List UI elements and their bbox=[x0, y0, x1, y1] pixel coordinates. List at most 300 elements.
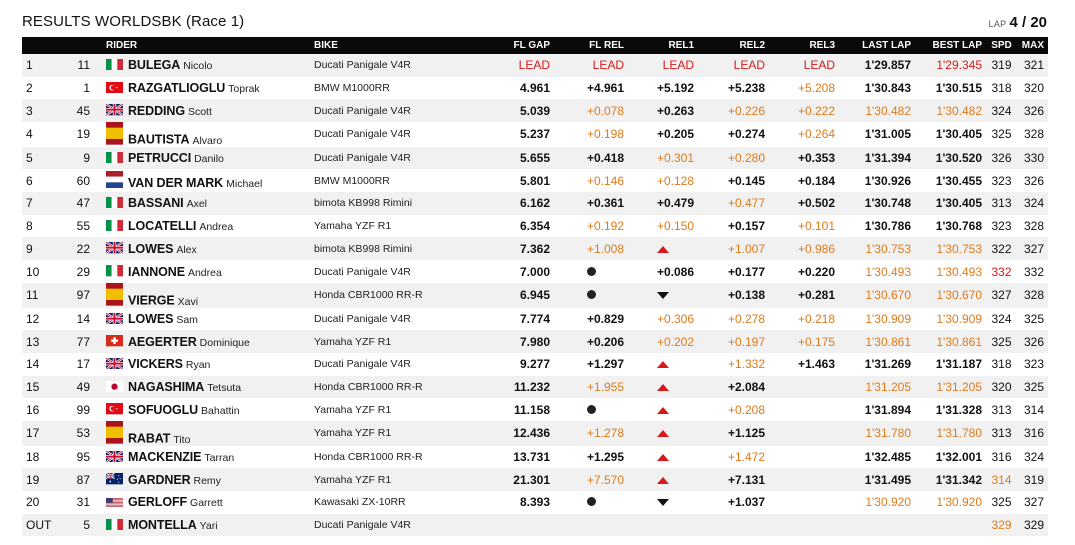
max-speed: 328 bbox=[1023, 127, 1044, 142]
position: 14 bbox=[26, 357, 40, 372]
switzerland-flag-icon bbox=[106, 335, 123, 346]
bike: Ducati Panigale V4R bbox=[314, 312, 411, 325]
rider-number: 97 bbox=[76, 288, 90, 303]
last-lap: 1'31.780 bbox=[865, 426, 911, 441]
fl-gap: 5.237 bbox=[519, 127, 550, 142]
rel2: +1.472 bbox=[727, 449, 765, 464]
results-header bbox=[0, 0, 1075, 36]
rider-firstname: Danilo bbox=[194, 153, 224, 166]
rider-cell bbox=[102, 283, 310, 308]
position: 17 bbox=[26, 426, 40, 441]
italy-flag-icon bbox=[106, 519, 123, 530]
position: 11 bbox=[26, 288, 39, 303]
bike: BMW M1000RR bbox=[314, 174, 390, 187]
speed: 329 bbox=[991, 518, 1012, 532]
position: 4 bbox=[26, 127, 33, 142]
rider-surname: BASSANI bbox=[128, 196, 184, 211]
fl-gap: 7.774 bbox=[519, 311, 550, 326]
best-lap: 1'31.328 bbox=[935, 402, 982, 417]
position: 18 bbox=[26, 449, 40, 464]
bike: Honda CBR1000 RR-R bbox=[314, 380, 423, 393]
table-row[interactable] bbox=[22, 446, 1048, 469]
rel3: +0.222 bbox=[797, 103, 835, 118]
bike: Honda CBR1000 RR-R bbox=[314, 289, 423, 302]
position: 3 bbox=[26, 103, 33, 118]
position-down-icon bbox=[657, 292, 669, 299]
bike: Yamaha YZF R1 bbox=[314, 335, 392, 348]
last-lap: 1'30.926 bbox=[864, 173, 911, 188]
rel2: +5.238 bbox=[727, 81, 765, 96]
spain-flag-icon bbox=[106, 122, 123, 133]
fl-rel: LEAD bbox=[592, 58, 624, 73]
fl-gap: 6.354 bbox=[519, 219, 550, 234]
rider-surname: MONTELLA bbox=[128, 518, 197, 532]
table-row[interactable] bbox=[22, 398, 1048, 421]
rider-number: 55 bbox=[76, 219, 90, 234]
rel2: +0.197 bbox=[727, 334, 765, 349]
max-speed: 330 bbox=[1023, 151, 1044, 166]
rel1: +0.086 bbox=[656, 264, 694, 279]
last-lap: 1'31.894 bbox=[864, 402, 911, 417]
rel1: +0.202 bbox=[656, 334, 694, 349]
col-spd: SPD bbox=[991, 40, 1012, 51]
rel1: +0.150 bbox=[656, 219, 694, 234]
rider-surname: VAN DER MARK bbox=[128, 176, 224, 191]
best-lap: 1'32.001 bbox=[935, 449, 982, 464]
max-speed: 332 bbox=[1023, 264, 1044, 279]
best-lap: 1'30.482 bbox=[936, 103, 982, 118]
position: 19 bbox=[26, 472, 40, 487]
rel2: +0.226 bbox=[727, 103, 765, 118]
rider-number: 17 bbox=[76, 357, 90, 372]
speed: 318 bbox=[991, 81, 1012, 96]
rider-firstname: Andrea bbox=[187, 266, 222, 279]
italy-flag-icon bbox=[106, 197, 123, 208]
rider-cell bbox=[102, 260, 310, 283]
max-speed: 324 bbox=[1023, 449, 1044, 464]
position: 8 bbox=[26, 219, 33, 234]
rel2: +1.332 bbox=[727, 357, 765, 372]
table-row[interactable] bbox=[22, 283, 1048, 308]
bike: Ducati Panigale V4R bbox=[314, 104, 411, 117]
rider-cell bbox=[102, 353, 310, 376]
rider-number: 29 bbox=[76, 264, 90, 279]
table-row[interactable] bbox=[22, 260, 1048, 283]
uk-flag-icon bbox=[106, 358, 123, 369]
col-pos bbox=[22, 37, 62, 54]
rider-number: 9 bbox=[83, 151, 90, 166]
rider-firstname: Andrea bbox=[199, 221, 234, 234]
table-row[interactable] bbox=[22, 491, 1048, 514]
speed: 313 bbox=[991, 426, 1012, 441]
rider-cell bbox=[102, 308, 310, 331]
italy-flag-icon bbox=[106, 265, 123, 276]
last-lap: 1'30.493 bbox=[865, 264, 911, 279]
table-row[interactable] bbox=[22, 99, 1048, 122]
last-lap: 1'29.857 bbox=[864, 58, 911, 73]
speed: 327 bbox=[991, 288, 1012, 303]
netherlands-flag-icon bbox=[106, 171, 123, 182]
fl-rel: +1.297 bbox=[586, 357, 624, 372]
fl-rel bbox=[554, 514, 628, 537]
bike: Ducati Panigale V4R bbox=[314, 128, 411, 141]
position: 15 bbox=[26, 379, 40, 394]
rel3 bbox=[769, 491, 839, 514]
fl-gap: 11.232 bbox=[513, 379, 550, 394]
rel2: +0.477 bbox=[727, 196, 765, 211]
rel3 bbox=[769, 421, 839, 446]
no-change-dot-icon bbox=[587, 267, 596, 276]
last-lap: 1'31.205 bbox=[865, 379, 911, 394]
rider-firstname: Garrett bbox=[190, 497, 223, 510]
table-row[interactable] bbox=[22, 514, 1048, 537]
rider-cell bbox=[102, 215, 310, 238]
position-up-icon bbox=[657, 454, 669, 461]
rider-cell bbox=[102, 122, 310, 147]
rel3: +0.264 bbox=[797, 127, 835, 142]
rider-number: 19 bbox=[76, 127, 90, 142]
rider-cell bbox=[102, 192, 310, 215]
best-lap: 1'30.670 bbox=[936, 288, 982, 303]
results-body bbox=[22, 54, 1048, 536]
max-speed: 324 bbox=[1023, 196, 1044, 211]
position-up-icon bbox=[657, 361, 669, 368]
bike: Kawasaki ZX-10RR bbox=[314, 496, 406, 509]
rel3 bbox=[769, 398, 839, 421]
col-rel1: REL1 bbox=[668, 40, 694, 51]
speed: 325 bbox=[991, 495, 1012, 510]
last-lap: 1'30.861 bbox=[865, 334, 911, 349]
col-rider: RIDER bbox=[106, 40, 138, 51]
best-lap: 1'31.187 bbox=[935, 357, 982, 372]
rider-surname: LOWES bbox=[128, 241, 174, 256]
italy-flag-icon bbox=[106, 220, 123, 231]
rel1 bbox=[628, 376, 698, 399]
rider-number: 60 bbox=[76, 173, 90, 188]
fl-rel: +4.961 bbox=[586, 81, 624, 96]
fl-gap: LEAD bbox=[518, 58, 550, 73]
rider-number: 45 bbox=[76, 103, 90, 118]
fl-rel bbox=[554, 491, 628, 514]
rider-cell bbox=[102, 54, 310, 77]
rel2: +0.145 bbox=[727, 173, 765, 188]
last-lap: 1'30.920 bbox=[865, 495, 911, 510]
rider-number: 1 bbox=[83, 81, 90, 96]
best-lap: 1'30.753 bbox=[936, 241, 982, 256]
speed: 324 bbox=[991, 103, 1012, 118]
fl-gap: 21.301 bbox=[513, 472, 550, 487]
max-speed: 326 bbox=[1023, 103, 1044, 118]
last-lap: 1'31.394 bbox=[864, 151, 911, 166]
position: OUT bbox=[26, 518, 52, 532]
bike: bimota KB998 Rimini bbox=[314, 242, 413, 255]
rel2: +7.131 bbox=[727, 472, 765, 487]
max-speed: 327 bbox=[1023, 241, 1044, 256]
best-lap: 1'30.861 bbox=[936, 334, 982, 349]
rel3: +1.463 bbox=[797, 357, 835, 372]
position: 20 bbox=[26, 495, 40, 510]
position-up-icon bbox=[657, 430, 669, 437]
rider-firstname: Xavi bbox=[177, 295, 199, 308]
rider-surname: REDDING bbox=[128, 103, 185, 118]
max-speed: 325 bbox=[1023, 311, 1044, 326]
best-lap: 1'30.768 bbox=[935, 219, 982, 234]
rider-surname: BULEGA bbox=[128, 58, 181, 73]
rider-number: 11 bbox=[77, 58, 90, 73]
best-lap: 1'30.493 bbox=[936, 264, 982, 279]
table-row[interactable] bbox=[22, 376, 1048, 399]
rel1: +0.205 bbox=[656, 127, 694, 142]
max-speed: 326 bbox=[1023, 173, 1044, 188]
rel2: +1.125 bbox=[727, 426, 765, 441]
fl-gap: 5.801 bbox=[519, 173, 550, 188]
rider-surname: IANNONE bbox=[128, 264, 185, 279]
best-lap: 1'29.345 bbox=[936, 58, 982, 73]
last-lap: 1'30.753 bbox=[865, 241, 911, 256]
rel2: +0.177 bbox=[727, 264, 765, 279]
table-row[interactable] bbox=[22, 169, 1048, 192]
fl-rel bbox=[554, 260, 628, 283]
rider-cell bbox=[102, 421, 310, 446]
rider-surname: AEGERTER bbox=[128, 334, 197, 349]
rel3 bbox=[769, 376, 839, 399]
rider-number: 87 bbox=[76, 472, 90, 487]
rel2: +1.037 bbox=[727, 495, 765, 510]
lap-counter bbox=[989, 14, 1047, 31]
uk-flag-icon bbox=[106, 104, 123, 115]
max-speed: 326 bbox=[1023, 334, 1044, 349]
fl-rel: +0.198 bbox=[586, 127, 624, 142]
rel3: +0.101 bbox=[797, 219, 835, 234]
bike: Ducati Panigale V4R bbox=[314, 59, 411, 72]
speed: 316 bbox=[991, 449, 1012, 464]
table-row[interactable] bbox=[22, 330, 1048, 353]
rider-cell bbox=[102, 376, 310, 399]
rider-firstname: Alex bbox=[176, 243, 197, 256]
rider-number: 99 bbox=[76, 402, 90, 417]
italy-flag-icon bbox=[106, 152, 123, 163]
best-lap: 1'31.780 bbox=[936, 426, 982, 441]
best-lap: 1'30.405 bbox=[935, 196, 982, 211]
rider-firstname: Alvaro bbox=[192, 134, 223, 147]
max-speed: 325 bbox=[1023, 379, 1044, 394]
col-rel3: REL3 bbox=[809, 40, 835, 51]
fl-rel bbox=[554, 283, 628, 308]
rel1 bbox=[628, 237, 698, 260]
fl-rel: +0.146 bbox=[586, 173, 624, 188]
rel1: LEAD bbox=[662, 58, 694, 73]
rel1: +0.263 bbox=[656, 103, 694, 118]
rel1 bbox=[628, 514, 698, 537]
rel1 bbox=[628, 468, 698, 491]
best-lap: 1'30.455 bbox=[935, 173, 982, 188]
col-last-lap: LAST LAP bbox=[862, 40, 911, 51]
fl-rel: +1.008 bbox=[586, 241, 624, 256]
rel2: +0.208 bbox=[727, 402, 765, 417]
no-change-dot-icon bbox=[587, 497, 596, 506]
rel1: +0.128 bbox=[656, 173, 694, 188]
rel1 bbox=[628, 421, 698, 446]
table-row[interactable] bbox=[22, 468, 1048, 491]
rider-number: 14 bbox=[76, 311, 90, 326]
rider-surname: VICKERS bbox=[128, 357, 183, 372]
rel2: +0.274 bbox=[727, 127, 765, 142]
rider-number: 77 bbox=[76, 334, 90, 349]
speed: 322 bbox=[991, 241, 1012, 256]
uk-flag-icon bbox=[106, 451, 123, 462]
fl-rel: +1.955 bbox=[586, 379, 624, 394]
fl-gap: 7.000 bbox=[519, 264, 550, 279]
position-up-icon bbox=[657, 246, 669, 253]
rider-surname: GERLOFF bbox=[128, 495, 188, 510]
table-row[interactable] bbox=[22, 192, 1048, 215]
max-speed: 314 bbox=[1023, 402, 1044, 417]
table-row[interactable] bbox=[22, 215, 1048, 238]
speed: 325 bbox=[991, 127, 1012, 142]
rel2: LEAD bbox=[733, 58, 765, 73]
best-lap: 1'30.909 bbox=[936, 311, 982, 326]
rider-firstname: Nicolo bbox=[183, 60, 213, 73]
speed: 318 bbox=[991, 357, 1012, 372]
last-lap: 1'30.909 bbox=[865, 311, 911, 326]
bike: Honda CBR1000 RR-R bbox=[314, 450, 423, 463]
bike: Ducati Panigale V4R bbox=[314, 152, 411, 165]
turkey-flag-icon bbox=[106, 403, 123, 414]
rider-firstname: Dominique bbox=[199, 336, 250, 349]
speed: 313 bbox=[991, 402, 1012, 417]
table-row[interactable] bbox=[22, 237, 1048, 260]
fl-gap: 4.961 bbox=[519, 81, 550, 96]
best-lap: 1'30.520 bbox=[935, 151, 982, 166]
position-down-icon bbox=[657, 499, 669, 506]
last-lap: 1'31.005 bbox=[864, 127, 911, 142]
table-row[interactable] bbox=[22, 54, 1048, 77]
rider-number: 95 bbox=[76, 449, 90, 464]
rider-firstname: Tarran bbox=[204, 451, 235, 464]
bike: Ducati Panigale V4R bbox=[314, 358, 411, 371]
speed: 313 bbox=[991, 196, 1012, 211]
bike: bimota KB998 Rimini bbox=[314, 197, 413, 210]
best-lap: 1'31.205 bbox=[936, 379, 982, 394]
col-rel2: REL2 bbox=[739, 40, 765, 51]
rel2: +0.157 bbox=[727, 219, 765, 234]
table-row[interactable] bbox=[22, 77, 1048, 100]
last-lap: 1'32.485 bbox=[864, 449, 911, 464]
table-row[interactable] bbox=[22, 147, 1048, 170]
rel1 bbox=[628, 446, 698, 469]
rel1 bbox=[628, 398, 698, 421]
bike: Yamaha YZF R1 bbox=[314, 427, 392, 440]
position: 1 bbox=[26, 58, 33, 73]
rel3: +0.353 bbox=[797, 151, 835, 166]
rel2: +0.278 bbox=[727, 311, 765, 326]
table-row[interactable] bbox=[22, 421, 1048, 446]
japan-flag-icon bbox=[106, 381, 123, 392]
rel3: +0.220 bbox=[797, 264, 835, 279]
rider-surname: RAZGATLIOGLU bbox=[128, 81, 226, 96]
speed: 323 bbox=[991, 173, 1012, 188]
fl-gap: 12.436 bbox=[513, 426, 550, 441]
rel2: +2.084 bbox=[727, 379, 765, 394]
rel1: +5.192 bbox=[656, 81, 694, 96]
table-row[interactable] bbox=[22, 122, 1048, 147]
rel1: +0.479 bbox=[656, 196, 694, 211]
max-speed: 328 bbox=[1023, 288, 1044, 303]
col-num bbox=[62, 37, 102, 54]
fl-gap: 13.731 bbox=[513, 449, 550, 464]
uk-flag-icon bbox=[106, 313, 123, 324]
max-speed: 321 bbox=[1023, 58, 1044, 73]
rider-firstname: Remy bbox=[193, 474, 221, 487]
rel1 bbox=[628, 353, 698, 376]
max-speed: 327 bbox=[1023, 495, 1044, 510]
best-lap: 1'30.920 bbox=[936, 495, 982, 510]
max-speed: 316 bbox=[1023, 426, 1044, 441]
no-change-dot-icon bbox=[587, 290, 596, 299]
rider-number: 22 bbox=[76, 241, 90, 256]
best-lap: 1'30.515 bbox=[935, 81, 982, 96]
rel3: +0.502 bbox=[797, 196, 835, 211]
rider-number: 49 bbox=[76, 379, 90, 394]
speed: 332 bbox=[991, 264, 1012, 279]
speed: 324 bbox=[991, 311, 1012, 326]
rider-surname: BAUTISTA bbox=[128, 132, 190, 147]
rider-number: 5 bbox=[83, 518, 90, 532]
rel3: +0.175 bbox=[797, 334, 835, 349]
bike: Yamaha YZF R1 bbox=[314, 473, 392, 486]
table-row[interactable] bbox=[22, 308, 1048, 331]
rider-cell bbox=[102, 398, 310, 421]
last-lap: 1'31.495 bbox=[864, 472, 911, 487]
fl-gap: 6.945 bbox=[519, 288, 550, 303]
last-lap: 1'31.269 bbox=[864, 357, 911, 372]
speed: 323 bbox=[991, 219, 1012, 234]
col-bike: BIKE bbox=[314, 40, 338, 51]
fl-rel: +0.418 bbox=[586, 151, 624, 166]
last-lap: 1'30.748 bbox=[864, 196, 911, 211]
bike: Ducati Panigale V4R bbox=[314, 519, 411, 531]
rider-cell bbox=[102, 468, 310, 491]
table-row[interactable] bbox=[22, 353, 1048, 376]
rider-firstname: Michael bbox=[226, 178, 263, 191]
speed: 314 bbox=[991, 472, 1012, 487]
rel3 bbox=[769, 514, 839, 537]
position: 7 bbox=[26, 196, 33, 211]
rel2: +1.007 bbox=[727, 241, 765, 256]
turkey-flag-icon bbox=[106, 82, 123, 93]
rider-cell bbox=[102, 330, 310, 353]
col-fl-gap: FL GAP bbox=[513, 40, 550, 51]
max-speed: 320 bbox=[1023, 81, 1044, 96]
position: 13 bbox=[26, 334, 40, 349]
fl-rel: +7.570 bbox=[586, 472, 624, 487]
position-up-icon bbox=[657, 407, 669, 414]
rider-surname: PETRUCCI bbox=[128, 151, 192, 166]
best-lap: 1'31.342 bbox=[935, 472, 982, 487]
rider-cell bbox=[102, 77, 310, 100]
bike: Yamaha YZF R1 bbox=[314, 220, 392, 233]
results-table bbox=[22, 37, 1048, 536]
max-speed: 319 bbox=[1023, 472, 1044, 487]
col-fl-rel: FL REL bbox=[589, 40, 624, 51]
col-best-lap: BEST LAP bbox=[932, 40, 982, 51]
rel3: +0.184 bbox=[797, 173, 835, 188]
rel2: +0.280 bbox=[727, 151, 765, 166]
fl-rel: +1.295 bbox=[586, 449, 624, 464]
rider-firstname: Bahattin bbox=[201, 404, 240, 417]
spain-flag-icon bbox=[106, 421, 123, 432]
rel1 bbox=[628, 283, 698, 308]
